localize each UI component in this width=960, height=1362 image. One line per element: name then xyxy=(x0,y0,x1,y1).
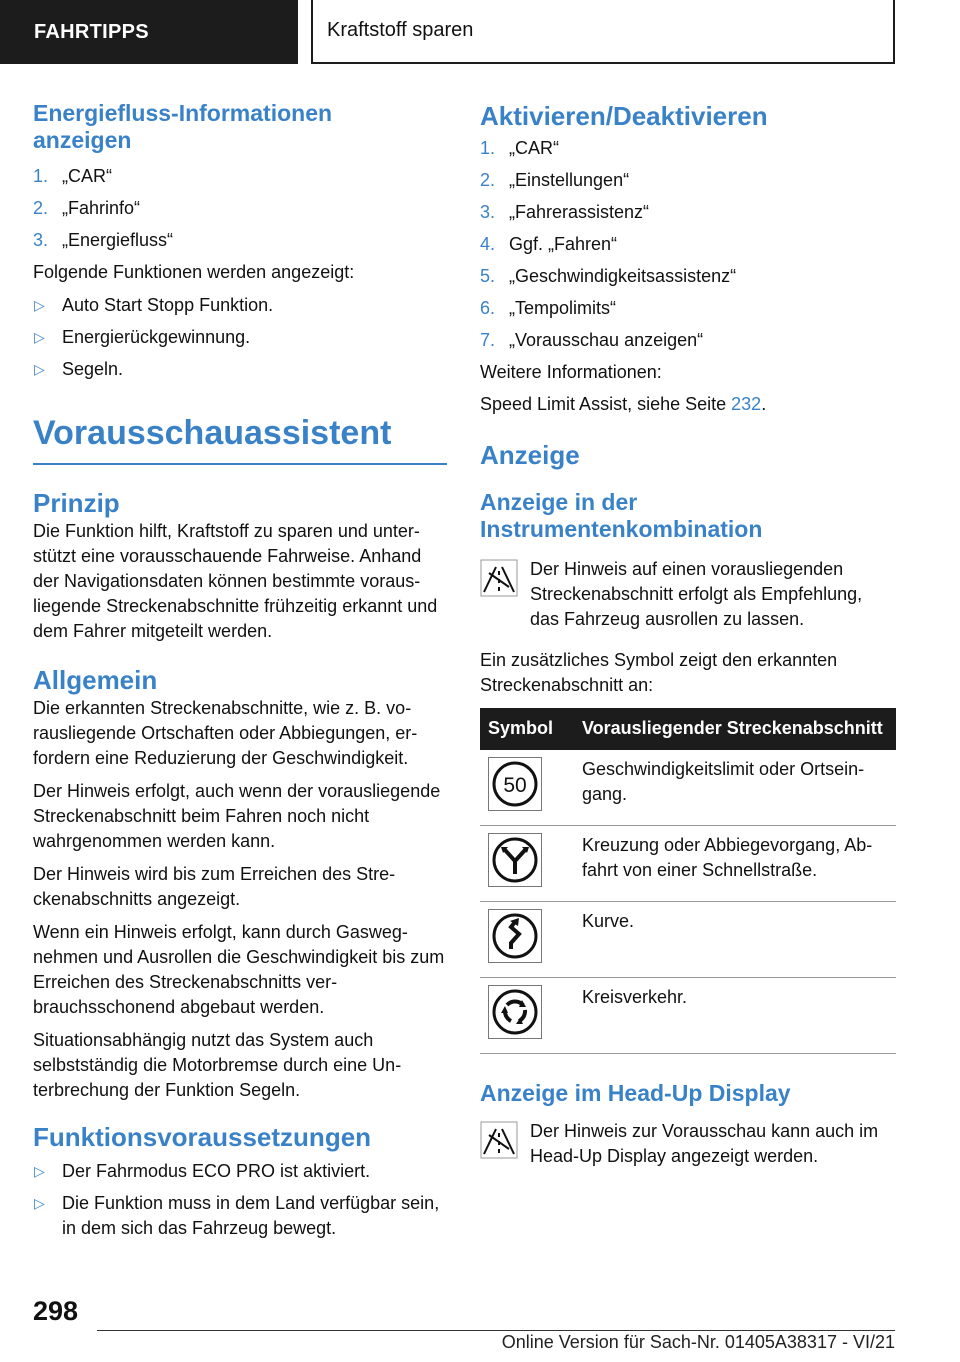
list-item: ▷ Die Funktion muss in dem Land verfügbar sein, in dem sich das Fahrzeug bewegt. xyxy=(34,1193,440,1238)
topic-label: Kraftstoff sparen xyxy=(327,19,474,41)
list-item: 4. Ggf. „Fahren“ xyxy=(480,234,618,254)
allgemein-p3: Der Hinweis wird bis zum Erreichen des Streckenabschnitts angezeigt. xyxy=(33,864,396,909)
kombi-p2: Ein zusätzliches Symbol zeigt den erkannten Streckenabschnitt an: xyxy=(480,650,838,695)
list-item: 3. „Energiefluss“ xyxy=(33,230,174,250)
road-hint-icon xyxy=(480,559,518,597)
functions-list xyxy=(33,293,447,382)
symbol-table xyxy=(480,708,896,1054)
list-item: ▷ Der Fahrmodus ECO PRO ist aktiviert. xyxy=(33,1159,447,1184)
list-item: 7. „Vorausschau anzeigen“ xyxy=(480,330,704,350)
footer-text: Online Version für Sach-Nr. 01405A38317 - VI/21 xyxy=(501,1332,895,1352)
junction-icon xyxy=(488,833,542,887)
functions-intro: Folgende Funktionen werden angezeigt: xyxy=(33,262,355,282)
table-header: Vorausliegender Streckenabschnitt xyxy=(574,708,896,750)
list-item: ▷ Auto Start Stopp Funktion. xyxy=(33,293,447,318)
list-item: 2. „Fahrinfo“ xyxy=(33,198,141,218)
page-link[interactable]: 232 xyxy=(731,394,762,414)
page-number: 298 xyxy=(33,1296,79,1326)
list-item: 6. „Tempolimits“ xyxy=(480,298,617,318)
triangle-bullet-icon: ▷ xyxy=(34,1195,45,1211)
topic-tab xyxy=(311,0,895,64)
triangle-bullet-icon: ▷ xyxy=(34,1163,45,1179)
kombi-heading: Anzeige in der Instrumentenkombination xyxy=(480,489,763,542)
list-item: 5. „Geschwindigkeitsassistenz“ xyxy=(480,266,737,286)
left-column xyxy=(33,100,447,1248)
allgemein-p2: Der Hinweis erfolgt, auch wenn der vorausliegende Streckenabschnitt beim Fahren noch nicht wahrgenommen werden kann. xyxy=(33,781,441,851)
list-item: 1. „CAR“ xyxy=(480,138,559,158)
list-item: 2. „Einstellungen“ xyxy=(480,170,630,190)
prinzip-text: Die Funktion hilft, Kraftstoff zu sparen und unterstützt eine vorausschauende Fahrweise. Anhand der Navigationsdaten können bestimmte vorausliegende Streckenabschnitte frühzeitig erkannt und dem Fahrer mitgeteilt werden. xyxy=(33,521,438,641)
main-heading: Vorausschauassistent xyxy=(33,411,447,465)
activate-steps xyxy=(480,136,896,353)
list-item: ▷ Segeln. xyxy=(33,357,447,382)
activate-heading: Aktivieren/Deaktivieren xyxy=(480,101,768,131)
hud-hint: Der Hinweis zur Vorausschau kann auch im Head-Up Display angezeigt werden. xyxy=(480,1119,896,1169)
voraus-heading: Funktionsvoraussetzungen xyxy=(33,1122,372,1152)
curve-icon xyxy=(488,909,542,963)
hud-heading: Anzeige im Head-Up Display xyxy=(480,1080,791,1106)
speed-limit-ref: Speed Limit Assist, siehe Seite 232. xyxy=(480,394,767,414)
footer-divider xyxy=(97,1330,895,1331)
voraus-list xyxy=(33,1159,447,1241)
table-row: 50 Geschwindigkeitslimit oder Ortseingang. xyxy=(480,750,896,826)
speed-limit-label: 50 xyxy=(503,774,527,797)
list-item: ▷ Energierückgewinnung. xyxy=(33,325,447,350)
prinzip-heading: Prinzip xyxy=(33,488,120,518)
triangle-bullet-icon: ▷ xyxy=(34,297,45,313)
kombi-hint: Der Hinweis auf einen vorausliegenden Streckenabschnitt erfolgt als Empfehlung, das Fahrzeug ausrollen zu lassen. xyxy=(480,557,896,632)
table-row: Kurve. xyxy=(480,902,896,978)
table-row: Kreisverkehr. xyxy=(480,978,896,1054)
table-row: Kreuzung oder Abbiegevorgang, Abfahrt von einer Schnellstraße. xyxy=(480,826,896,902)
allgemein-p4: Wenn ein Hinweis erfolgt, kann durch Gaswegnehmen und Ausrollen die Geschwindigkeit bis zum Erreichen des Streckenabschnitts verbrauchsschonend abgebaut werden. xyxy=(33,922,445,1017)
allgemein-p1: Die erkannten Streckenabschnitte, wie z. B. vorausliegende Ortschaften oder Abbiegungen, erfordern eine Reduzierung der Geschwindigkeit. xyxy=(33,698,418,768)
more-info: Weitere Informationen: xyxy=(480,362,662,382)
energy-heading: Energiefluss-Informationen anzeigen xyxy=(33,100,333,153)
road-hint-icon xyxy=(480,1121,518,1159)
triangle-bullet-icon: ▷ xyxy=(34,329,45,345)
list-item: 1. „CAR“ xyxy=(33,166,112,186)
anzeige-heading: Anzeige xyxy=(480,440,580,470)
list-item: 3. „Fahrerassistenz“ xyxy=(480,202,650,222)
table-header: Symbol xyxy=(480,708,574,750)
speed-limit-50-icon xyxy=(488,757,542,811)
allgemein-heading: Allgemein xyxy=(33,665,158,695)
section-tab: FAHRTIPPS xyxy=(0,0,298,64)
allgemein-p5: Situationsabhängig nutzt das System auch selbstständig die Motorbremse durch eine Unterbrechung der Funktion Segeln. xyxy=(33,1030,402,1100)
energy-steps xyxy=(33,164,447,253)
roundabout-icon xyxy=(488,985,542,1039)
triangle-bullet-icon: ▷ xyxy=(34,361,45,377)
right-column xyxy=(480,100,896,1169)
